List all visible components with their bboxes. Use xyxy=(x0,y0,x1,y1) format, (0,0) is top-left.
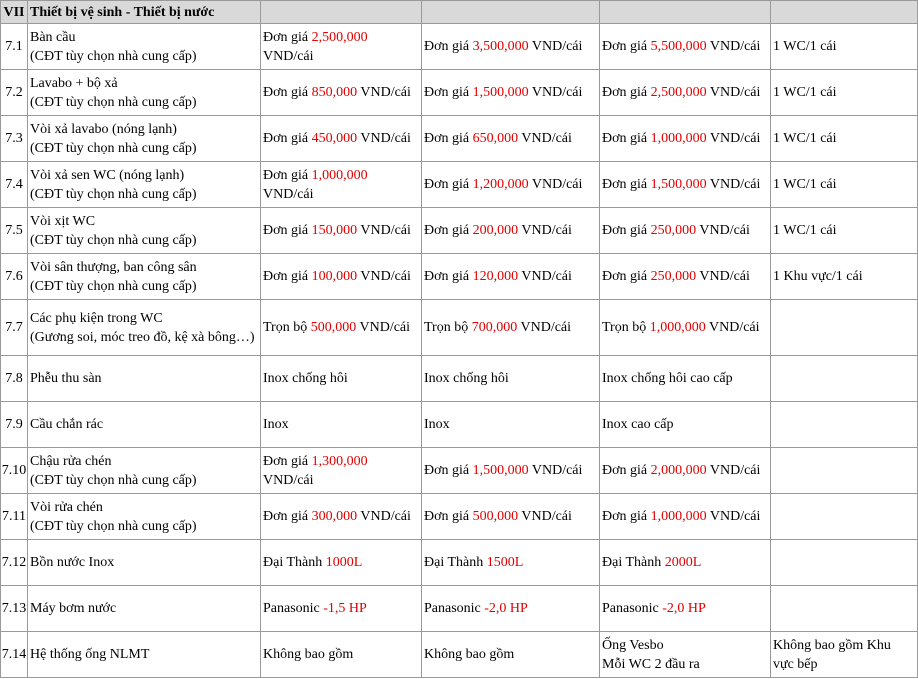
quantity-note-cell[interactable] xyxy=(771,300,918,356)
option-1-cell[interactable] xyxy=(261,254,422,300)
item-name: Vòi xả sen WC (nóng lạnh) xyxy=(30,167,185,183)
price-label: Trọn bộ xyxy=(263,320,311,335)
item-note: (CĐT tùy chọn nhà cung cấp) xyxy=(30,48,197,64)
item-name: Phễu thu sàn xyxy=(30,371,102,386)
item-description-cell[interactable] xyxy=(28,448,261,494)
option-3-cell[interactable] xyxy=(600,402,771,448)
price-value: 500,000 xyxy=(310,320,357,335)
header-empty-cell[interactable] xyxy=(771,1,918,24)
option-2-cell[interactable] xyxy=(422,402,600,448)
item-description-cell[interactable] xyxy=(28,254,261,300)
item-note: (Gương soi, móc treo đồ, kệ xà bông…) xyxy=(30,329,255,345)
option-1-cell[interactable] xyxy=(261,208,422,254)
item-description-cell[interactable] xyxy=(28,494,261,540)
price-label: Trọn bộ xyxy=(424,320,472,335)
price-label: Đơn giá xyxy=(424,223,473,238)
price-label: Không bao gồm xyxy=(263,647,354,662)
item-name: Bàn cầu xyxy=(30,29,76,45)
item-number-cell[interactable]: 7.14 xyxy=(1,632,28,678)
price-value: 3,500,000 xyxy=(472,39,529,54)
option-3-cell[interactable] xyxy=(600,448,771,494)
price-unit: VND/cái xyxy=(357,85,411,100)
price-unit: VND/cái xyxy=(528,463,583,478)
price-label: Đơn giá xyxy=(424,509,473,524)
price-unit: VND/cái xyxy=(357,509,411,524)
price-value: -2,0 HP xyxy=(662,601,706,616)
price-label: Đơn giá xyxy=(263,167,312,183)
item-description-cell[interactable] xyxy=(28,300,261,356)
item-number-cell[interactable]: 7.2 xyxy=(1,70,28,116)
price-value: 1,300,000 xyxy=(311,453,368,469)
price-label: Panasonic xyxy=(263,601,324,616)
item-name: Vòi sân thượng, ban công sân xyxy=(30,259,197,275)
price-unit: VND/cái xyxy=(357,131,411,146)
item-number-cell[interactable]: 7.11 xyxy=(1,494,28,540)
table-row xyxy=(1,402,918,448)
option-3-cell[interactable] xyxy=(600,632,771,678)
table-row xyxy=(1,356,918,402)
item-name: Cầu chắn rác xyxy=(30,417,104,432)
price-unit: VND/cái xyxy=(706,177,761,192)
item-description-cell[interactable] xyxy=(28,402,261,448)
price-label: Đơn giá xyxy=(602,223,651,238)
price-label: Đơn giá xyxy=(424,463,473,478)
price-value: 850,000 xyxy=(311,85,358,100)
quantity-note-cell[interactable] xyxy=(771,494,918,540)
price-label: Đại Thành xyxy=(602,555,665,570)
table-row xyxy=(1,540,918,586)
price-label: Đơn giá xyxy=(263,453,312,469)
price-value: 450,000 xyxy=(311,131,358,146)
price-label: Inox xyxy=(424,417,450,432)
price-value: 2,000,000 xyxy=(650,463,707,478)
price-value: 5,500,000 xyxy=(650,39,707,54)
price-unit: VND/cái xyxy=(263,186,314,202)
section-title-cell[interactable]: Thiết bị vệ sinh - Thiết bị nước xyxy=(28,1,261,24)
option-1-cell[interactable] xyxy=(261,162,422,208)
price-value: 700,000 xyxy=(471,320,518,335)
item-name: Máy bơm nước xyxy=(30,601,117,616)
table-row xyxy=(1,586,918,632)
quantity-note-cell[interactable]: Không bao gồm Khu vực bếp xyxy=(771,632,918,678)
price-unit: VND/cái xyxy=(705,320,760,335)
option-2-cell[interactable] xyxy=(422,586,600,632)
price-label: Đơn giá xyxy=(263,223,312,238)
option-3-cell[interactable] xyxy=(600,540,771,586)
price-label: Inox xyxy=(263,417,289,432)
option-3-cell[interactable] xyxy=(600,24,771,70)
price-value: 1,000,000 xyxy=(650,509,707,524)
option-detail: Mỗi WC 2 đầu ra xyxy=(602,656,700,672)
item-note: (CĐT tùy chọn nhà cung cấp) xyxy=(30,518,197,534)
price-unit: VND/cái xyxy=(706,39,761,54)
item-note: (CĐT tùy chọn nhà cung cấp) xyxy=(30,94,197,110)
price-label: Đơn giá xyxy=(602,39,651,54)
quantity-note-cell[interactable]: 1 WC/1 cái xyxy=(771,70,918,116)
option-1-cell[interactable] xyxy=(261,402,422,448)
price-label: Đại Thành xyxy=(424,555,487,570)
item-description-cell[interactable] xyxy=(28,586,261,632)
item-description-cell[interactable] xyxy=(28,24,261,70)
price-value: 2000L xyxy=(664,555,702,570)
table-row xyxy=(1,448,918,494)
price-label: Đơn giá xyxy=(263,85,312,100)
quantity-note-cell[interactable] xyxy=(771,402,918,448)
quantity-note-cell[interactable]: 1 WC/1 cái xyxy=(771,162,918,208)
price-label: Đơn giá xyxy=(263,29,312,45)
price-label: Inox chống hôi xyxy=(424,371,509,386)
table-row xyxy=(1,494,918,540)
item-note: (CĐT tùy chọn nhà cung cấp) xyxy=(30,140,197,156)
price-value: 300,000 xyxy=(311,509,358,524)
price-label: Đơn giá xyxy=(263,509,312,524)
section-number-cell[interactable]: VII xyxy=(1,1,28,24)
price-value: 150,000 xyxy=(311,223,358,238)
option-1-cell[interactable] xyxy=(261,494,422,540)
price-label: Panasonic xyxy=(602,601,663,616)
item-number-cell[interactable]: 7.13 xyxy=(1,586,28,632)
price-value: 1,500,000 xyxy=(472,463,529,478)
quantity-note-cell[interactable]: 1 WC/1 cái xyxy=(771,116,918,162)
price-label: Đơn giá xyxy=(424,131,473,146)
price-value: 2,500,000 xyxy=(650,85,707,100)
option-3-cell[interactable] xyxy=(600,116,771,162)
price-unit: VND/cái xyxy=(517,320,572,335)
price-label: Inox cao cấp xyxy=(602,417,674,432)
price-value: 250,000 xyxy=(650,269,697,284)
option-1-cell[interactable] xyxy=(261,540,422,586)
price-label: Đơn giá xyxy=(602,463,651,478)
item-name: Lavabo + bộ xả xyxy=(30,75,118,91)
price-label: Đơn giá xyxy=(602,509,651,524)
option-2-cell[interactable] xyxy=(422,494,600,540)
option-3-cell[interactable] xyxy=(600,586,771,632)
price-value: 650,000 xyxy=(472,131,519,146)
price-value: 1,500,000 xyxy=(650,177,707,192)
item-note: (CĐT tùy chọn nhà cung cấp) xyxy=(30,232,197,248)
option-2-cell[interactable] xyxy=(422,24,600,70)
price-unit: VND/cái xyxy=(706,131,761,146)
price-label: Đại Thành xyxy=(263,555,326,570)
option-1-cell[interactable] xyxy=(261,70,422,116)
price-value: 1,200,000 xyxy=(472,177,529,192)
price-value: -2,0 HP xyxy=(484,601,528,616)
option-3-cell[interactable] xyxy=(600,208,771,254)
price-label: Đơn giá xyxy=(424,177,473,192)
option-2-cell[interactable] xyxy=(422,162,600,208)
price-value: 1,000,000 xyxy=(650,131,707,146)
price-value: 2,500,000 xyxy=(311,29,368,45)
price-unit: VND/cái xyxy=(263,472,314,488)
option-1-cell[interactable] xyxy=(261,24,422,70)
item-name: Vòi xịt WC xyxy=(30,213,96,229)
table-body xyxy=(1,1,918,678)
option-2-cell[interactable] xyxy=(422,70,600,116)
option-3-cell[interactable] xyxy=(600,254,771,300)
option-1-cell[interactable] xyxy=(261,448,422,494)
item-note: (CĐT tùy chọn nhà cung cấp) xyxy=(30,472,197,488)
item-number-cell[interactable]: 7.1 xyxy=(1,24,28,70)
price-label: Inox chống hôi xyxy=(263,371,348,386)
price-label: Đơn giá xyxy=(602,177,651,192)
price-value: 1500L xyxy=(486,555,524,570)
item-number-cell[interactable]: 7.8 xyxy=(1,356,28,402)
price-unit: VND/cái xyxy=(706,509,761,524)
price-label: Đơn giá xyxy=(602,131,651,146)
table-row xyxy=(1,254,918,300)
option-2-cell[interactable] xyxy=(422,208,600,254)
option-1-cell[interactable] xyxy=(261,632,422,678)
item-number-cell[interactable]: 7.9 xyxy=(1,402,28,448)
option-3-cell[interactable] xyxy=(600,300,771,356)
price-label: Đơn giá xyxy=(424,269,473,284)
quantity-note-cell[interactable]: 1 WC/1 cái xyxy=(771,208,918,254)
option-2-cell[interactable] xyxy=(422,300,600,356)
option-2-cell[interactable] xyxy=(422,448,600,494)
item-description-cell[interactable] xyxy=(28,116,261,162)
table-row xyxy=(1,24,918,70)
quantity-note-cell[interactable] xyxy=(771,586,918,632)
header-empty-cell[interactable] xyxy=(600,1,771,24)
option-2-cell[interactable] xyxy=(422,356,600,402)
price-label: Đơn giá xyxy=(263,269,312,284)
quantity-note-cell[interactable] xyxy=(771,448,918,494)
item-description-cell[interactable] xyxy=(28,70,261,116)
price-value: 500,000 xyxy=(472,509,519,524)
item-number-cell[interactable]: 7.7 xyxy=(1,300,28,356)
price-label: Đơn giá xyxy=(424,85,473,100)
price-label: Đơn giá xyxy=(263,131,312,146)
price-label: Trọn bộ xyxy=(602,320,650,335)
item-name: Vòi rửa chén xyxy=(30,499,103,515)
price-value: 100,000 xyxy=(311,269,358,284)
item-name: Chậu rửa chén xyxy=(30,453,112,469)
header-empty-cell[interactable] xyxy=(422,1,600,24)
price-unit: VND/cái xyxy=(518,223,572,238)
item-description-cell[interactable] xyxy=(28,540,261,586)
price-unit: VND/cái xyxy=(706,85,761,100)
price-unit: VND/cái xyxy=(356,320,411,335)
item-description-cell[interactable] xyxy=(28,162,261,208)
price-value: 1,000,000 xyxy=(311,167,368,183)
item-number-cell[interactable]: 7.12 xyxy=(1,540,28,586)
price-value: 1000L xyxy=(325,555,363,570)
price-unit: VND/cái xyxy=(696,269,750,284)
section-header-row xyxy=(1,1,918,24)
option-1-cell[interactable] xyxy=(261,116,422,162)
price-unit: VND/cái xyxy=(518,269,572,284)
price-value: 1,500,000 xyxy=(472,85,529,100)
price-label: Đơn giá xyxy=(424,39,473,54)
price-label: Không bao gồm xyxy=(424,647,515,662)
option-2-cell[interactable] xyxy=(422,632,600,678)
option-2-cell[interactable] xyxy=(422,540,600,586)
price-label: Ống Vesbo xyxy=(602,637,664,653)
option-3-cell[interactable] xyxy=(600,356,771,402)
table-row xyxy=(1,70,918,116)
price-value: 120,000 xyxy=(472,269,519,284)
item-note: (CĐT tùy chọn nhà cung cấp) xyxy=(30,278,197,294)
table-row xyxy=(1,116,918,162)
item-number-cell[interactable]: 7.4 xyxy=(1,162,28,208)
table-row xyxy=(1,208,918,254)
price-value: 250,000 xyxy=(650,223,697,238)
quantity-note-cell[interactable]: 1 WC/1 cái xyxy=(771,24,918,70)
item-number-cell[interactable]: 7.3 xyxy=(1,116,28,162)
price-label: Đơn giá xyxy=(602,85,651,100)
price-value: 200,000 xyxy=(472,223,519,238)
price-unit: VND/cái xyxy=(263,48,314,64)
price-unit: VND/cái xyxy=(706,463,761,478)
option-3-cell[interactable] xyxy=(600,494,771,540)
option-2-cell[interactable] xyxy=(422,116,600,162)
quantity-note-cell[interactable] xyxy=(771,540,918,586)
item-note: (CĐT tùy chọn nhà cung cấp) xyxy=(30,186,197,202)
header-empty-cell[interactable] xyxy=(261,1,422,24)
quantity-note-cell[interactable]: 1 Khu vực/1 cái xyxy=(771,254,918,300)
price-value: -1,5 HP xyxy=(323,601,367,616)
quantity-note-cell[interactable] xyxy=(771,356,918,402)
item-number-cell[interactable]: 7.6 xyxy=(1,254,28,300)
option-1-cell[interactable] xyxy=(261,300,422,356)
price-unit: VND/cái xyxy=(528,39,583,54)
item-description-cell[interactable] xyxy=(28,208,261,254)
price-unit: VND/cái xyxy=(518,509,572,524)
item-name: Các phụ kiện trong WC xyxy=(30,310,163,326)
option-1-cell[interactable] xyxy=(261,356,422,402)
item-description-cell[interactable] xyxy=(28,356,261,402)
price-unit: VND/cái xyxy=(528,177,583,192)
option-3-cell[interactable] xyxy=(600,70,771,116)
price-unit: VND/cái xyxy=(518,131,572,146)
price-unit: VND/cái xyxy=(696,223,750,238)
option-3-cell[interactable] xyxy=(600,162,771,208)
table-row xyxy=(1,300,918,356)
item-number-cell[interactable]: 7.5 xyxy=(1,208,28,254)
price-unit: VND/cái xyxy=(528,85,583,100)
item-name: Bồn nước Inox xyxy=(30,555,115,570)
price-unit: VND/cái xyxy=(357,223,411,238)
item-description-cell[interactable] xyxy=(28,632,261,678)
table-row xyxy=(1,632,918,678)
price-label: Inox chống hôi cao cấp xyxy=(602,371,733,386)
price-label: Panasonic xyxy=(424,601,485,616)
price-unit: VND/cái xyxy=(357,269,411,284)
item-number-cell[interactable]: 7.10 xyxy=(1,448,28,494)
option-1-cell[interactable] xyxy=(261,586,422,632)
item-name: Vòi xả lavabo (nóng lạnh) xyxy=(30,121,177,137)
table-row xyxy=(1,162,918,208)
price-label: Đơn giá xyxy=(602,269,651,284)
item-name: Hệ thống ống NLMT xyxy=(30,647,150,662)
price-value: 1,000,000 xyxy=(649,320,706,335)
option-2-cell[interactable] xyxy=(422,254,600,300)
